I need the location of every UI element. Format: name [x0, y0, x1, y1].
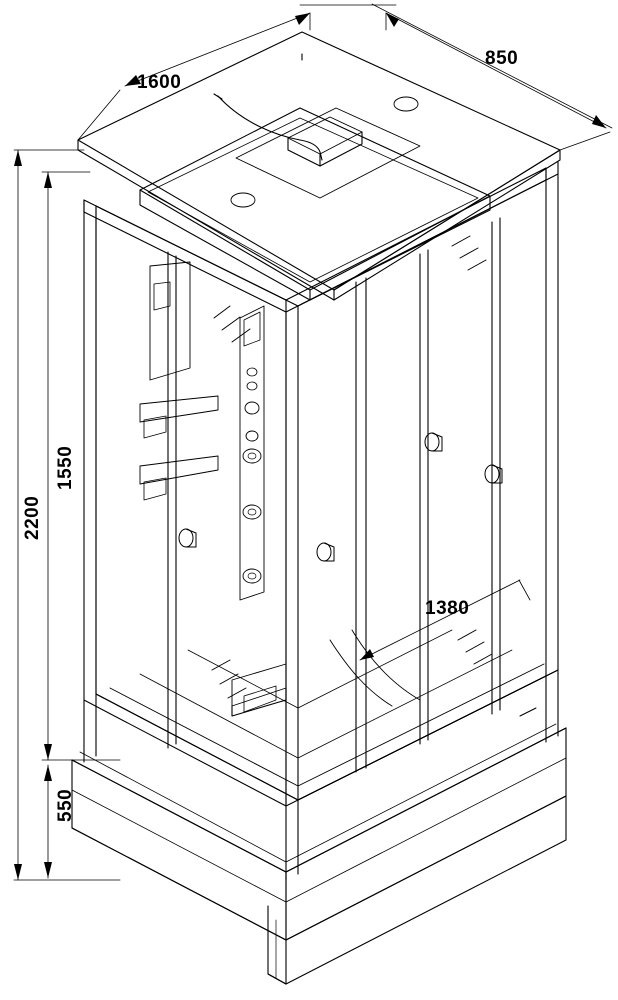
cabin-frame: [84, 54, 558, 880]
dimension-label-1380: 1380: [425, 598, 470, 619]
door-handles: [179, 433, 502, 561]
dimension-label-550: 550: [55, 788, 76, 822]
interior-fittings: [140, 262, 286, 716]
shower-hose: [214, 94, 322, 160]
dimension-label-1600: 1600: [137, 72, 182, 93]
dimension-label-2200: 2200: [22, 495, 43, 540]
dimension-lines: [14, 4, 612, 880]
door-detail-lines: [96, 206, 500, 874]
dimension-label-850: 850: [485, 48, 519, 69]
dimension-label-1550: 1550: [55, 445, 76, 490]
